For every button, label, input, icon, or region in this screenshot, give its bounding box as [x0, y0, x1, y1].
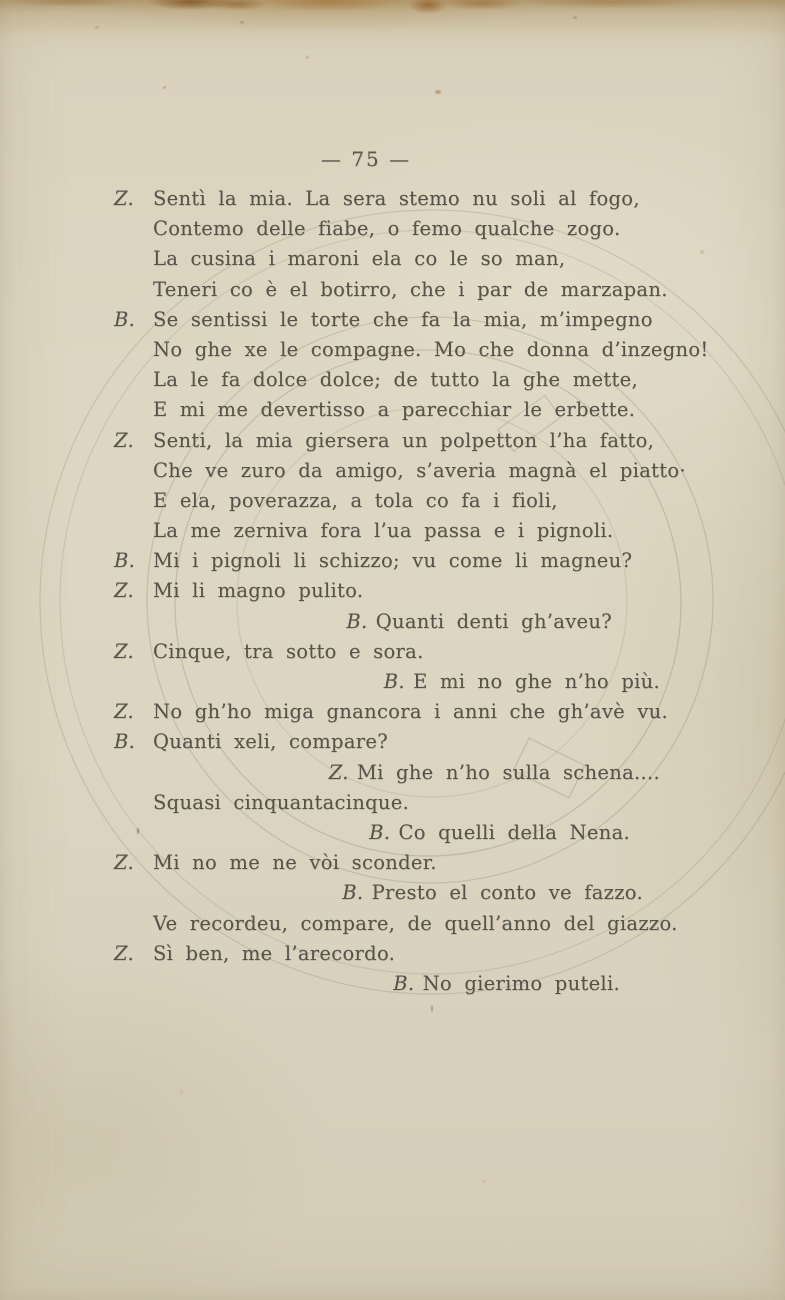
line-text: Teneri co è el botirro, che i par de marzapan. — [153, 277, 668, 301]
speaker-label: B. — [342, 881, 364, 905]
poem-line — [114, 607, 670, 637]
poem-line — [114, 667, 670, 697]
line-text: Sì ben, me l’arecordo. — [153, 941, 396, 965]
line-text: La cusina i maroni ela co le so man, — [153, 247, 566, 271]
line-text: Quanti denti gh’aveu? — [375, 609, 612, 633]
foxing-speck — [435, 90, 441, 94]
poem-line — [114, 969, 670, 999]
poem — [114, 184, 709, 999]
poem-line — [114, 788, 670, 818]
foxing-speck — [240, 21, 244, 24]
line-text: Se sentissi le torte che fa la mia, m’impegno — [153, 307, 653, 331]
poem-line — [114, 546, 670, 576]
line-text: Squasi cinquantacinque. — [153, 790, 410, 814]
foxing-speck — [573, 16, 577, 19]
poem-line — [114, 939, 670, 969]
line-text: Sentì la mia. La sera stemo nu soli al fogo, — [153, 187, 640, 210]
line-text: Cinque, tra sotto e sora. — [153, 639, 424, 663]
line-text: E mi no ghe n’ho più. — [413, 670, 660, 693]
poem-line — [114, 365, 670, 395]
poem-line — [114, 305, 670, 335]
poem-line — [114, 244, 670, 274]
foxing-speck — [700, 250, 704, 254]
line-text: No ghe xe le compagne. Mo che donna d’inzegno! — [153, 337, 709, 361]
line-text: Quanti xeli, compare? — [153, 730, 388, 754]
poem-line — [114, 818, 670, 848]
poem-line — [114, 909, 678, 939]
poem-line — [114, 214, 670, 244]
line-text: Mi i pignoli li schizzo; vu come li magneu? — [153, 549, 633, 573]
poem-line — [114, 878, 670, 908]
speaker-label: B. — [114, 549, 136, 573]
line-text: No gierimo puteli. — [422, 971, 620, 995]
line-text: E ela, poverazza, a tola co fa i fioli, — [153, 488, 558, 512]
ink-speck — [431, 1005, 433, 1012]
poem-line — [114, 637, 670, 667]
poem-line — [114, 486, 670, 516]
poem-line — [114, 456, 686, 486]
line-text: Contemo delle fiabe, o femo qualche zogo. — [153, 217, 621, 241]
speaker-label: Z. — [328, 760, 349, 784]
poem-line — [114, 576, 670, 606]
speaker-label: Z. — [114, 639, 135, 663]
line-text: Mi li magno pulito. — [153, 579, 364, 603]
speaker-label: B. — [383, 670, 405, 693]
line-text: La le fa dolce dolce; de tutto la ghe mette, — [153, 368, 638, 392]
speaker-label: Z. — [114, 941, 135, 965]
poem-line — [114, 184, 670, 214]
foxing-speck — [306, 56, 309, 59]
line-text: Che ve zuro da amigo, s’averia magnà el piatto· — [153, 458, 686, 482]
poem-line — [114, 727, 670, 757]
poem-line — [114, 395, 670, 425]
speaker-label: Z. — [114, 851, 135, 875]
line-text: La me zerniva fora l’ua passa e i pignoli. — [153, 519, 614, 543]
speaker-label: B. — [393, 971, 415, 995]
speaker-label: B. — [369, 820, 391, 844]
line-text: Co quelli della Nena. — [398, 820, 630, 844]
line-text: Senti, la mia giersera un polpetton l’ha fatto, — [153, 428, 655, 452]
foxing-speck — [180, 1090, 183, 1093]
speaker-label: Z. — [114, 428, 135, 452]
line-text: Mi ghe n’ho sulla schena.... — [356, 760, 660, 784]
speaker-label: B. — [114, 730, 136, 754]
line-text: No gh’ho miga gnancora i anni che gh’avè vu. — [153, 700, 669, 724]
speaker-label: Z. — [114, 700, 135, 724]
speaker-label: Z. — [114, 579, 135, 603]
poem-line — [114, 335, 709, 365]
poem-line — [114, 848, 670, 878]
line-text: Ve recordeu, compare, de quell’anno del giazzo. — [153, 911, 678, 935]
foxing-speck — [95, 26, 99, 29]
poem-line — [114, 275, 670, 305]
line-text: E mi me devertisso a parecchiar le erbette. — [153, 398, 636, 422]
page-number: — 75 — — [320, 147, 412, 171]
poem-line — [114, 758, 670, 788]
poem-line — [114, 697, 670, 727]
line-text: Presto el conto ve fazzo. — [371, 881, 643, 905]
top-edge-stain — [0, 0, 785, 90]
poem-line — [114, 426, 670, 456]
speaker-label: Z. — [114, 187, 135, 210]
line-text: Mi no me ne vòi sconder. — [153, 851, 437, 875]
poem-line — [114, 516, 670, 546]
speaker-label: B. — [346, 609, 368, 633]
foxing-speck — [483, 1180, 486, 1183]
speaker-label: B. — [114, 307, 136, 331]
foxing-speck — [163, 86, 166, 89]
